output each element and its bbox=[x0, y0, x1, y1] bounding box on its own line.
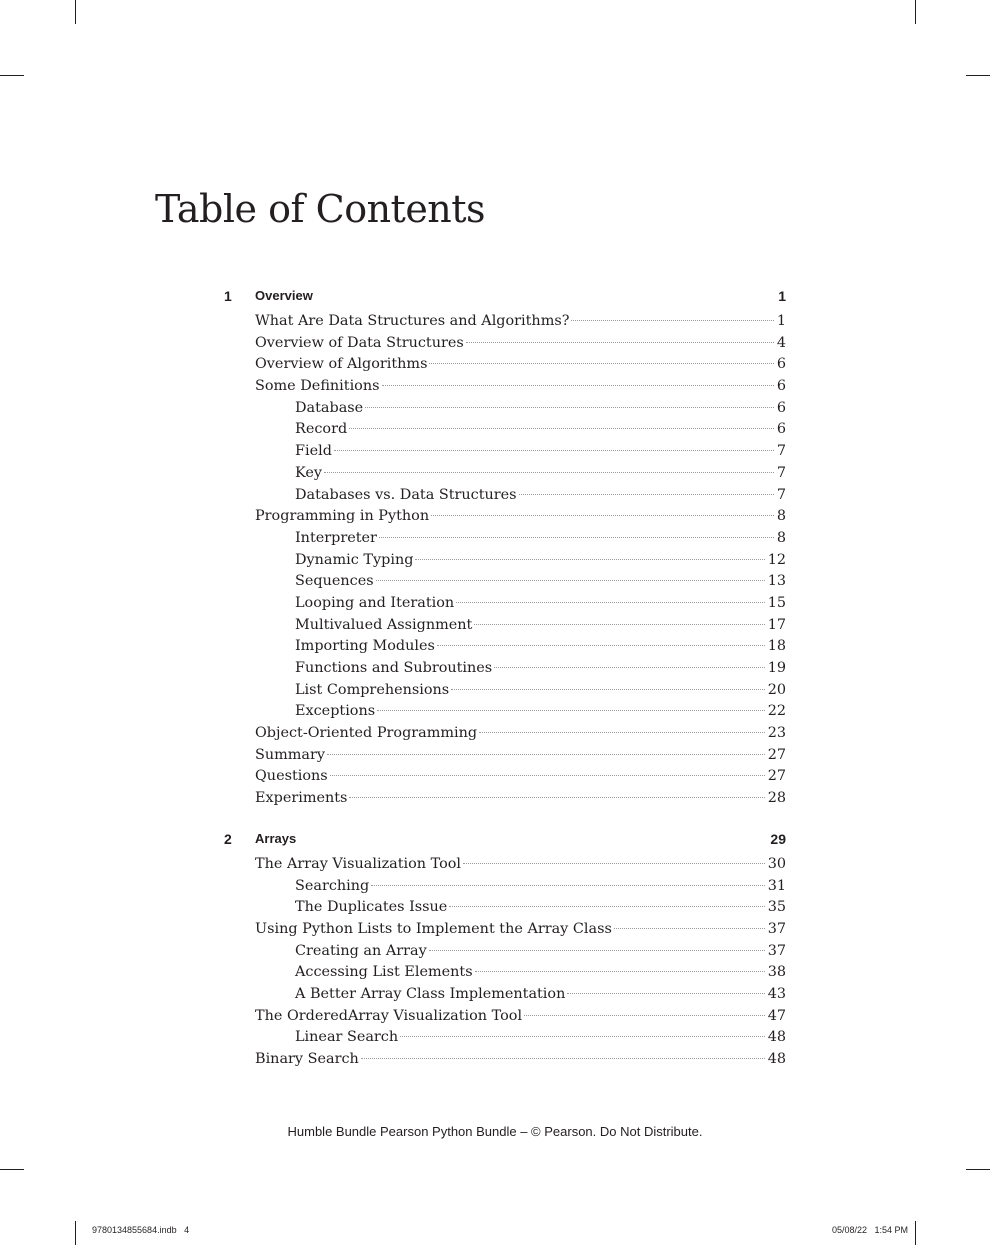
dot-leader bbox=[494, 666, 764, 668]
toc-section-entry[interactable] bbox=[224, 788, 786, 810]
entry-title: The Duplicates Issue bbox=[295, 899, 448, 916]
entry-page-number: 38 bbox=[767, 964, 786, 981]
toc-subsection-entry[interactable] bbox=[224, 636, 786, 658]
entry-page-number: 8 bbox=[776, 529, 786, 546]
toc-chapter bbox=[224, 827, 786, 1071]
entry-title: Importing Modules bbox=[295, 638, 435, 655]
dot-leader bbox=[376, 579, 765, 581]
toc-section-entry[interactable] bbox=[224, 919, 786, 941]
toc-subsection-entry[interactable] bbox=[224, 571, 786, 593]
entry-page-number: 37 bbox=[767, 920, 786, 937]
entry-page-number: 6 bbox=[776, 378, 786, 395]
toc-section-entry[interactable] bbox=[224, 854, 786, 876]
toc-subsection-entry[interactable] bbox=[224, 897, 786, 919]
entry-title: Field bbox=[295, 443, 332, 460]
entry-title: Linear Search bbox=[295, 1029, 399, 1046]
toc-subsection-entry[interactable] bbox=[224, 485, 786, 507]
entry-page-number: 30 bbox=[767, 855, 786, 872]
dot-leader bbox=[379, 536, 774, 538]
toc-subsection-entry[interactable] bbox=[224, 419, 786, 441]
toc-section-entry[interactable] bbox=[224, 376, 786, 398]
entry-title: Programming in Python bbox=[255, 508, 430, 525]
dot-leader bbox=[519, 493, 774, 495]
entry-title: Object-Oriented Programming bbox=[255, 725, 478, 742]
entry-title: Accessing List Elements bbox=[295, 964, 473, 981]
entry-page-number: 27 bbox=[767, 746, 786, 763]
toc-section-entry[interactable] bbox=[224, 1006, 786, 1028]
dot-leader bbox=[429, 362, 773, 364]
toc-section-entry[interactable] bbox=[224, 354, 786, 376]
entry-page-number: 37 bbox=[767, 942, 786, 959]
entry-page-number: 23 bbox=[767, 725, 786, 742]
entry-page-number: 22 bbox=[767, 703, 786, 720]
entry-title: Questions bbox=[255, 768, 328, 785]
entry-page-number: 15 bbox=[767, 594, 786, 611]
entry-page-number: 48 bbox=[767, 1051, 786, 1067]
entry-title: Multivalued Assignment bbox=[295, 616, 473, 633]
dot-leader bbox=[524, 1014, 765, 1016]
entry-title: Looping and Iteration bbox=[295, 594, 455, 611]
chapter-page-number: 1 bbox=[778, 288, 786, 304]
entry-page-number: 6 bbox=[776, 399, 786, 416]
dot-leader bbox=[349, 796, 764, 798]
dot-leader bbox=[463, 862, 765, 864]
dot-leader bbox=[382, 384, 774, 386]
table-of-contents bbox=[224, 284, 786, 1071]
toc-section-entry[interactable] bbox=[224, 333, 786, 355]
entry-page-number: 28 bbox=[767, 790, 786, 807]
dot-leader bbox=[614, 927, 765, 929]
entry-page-number: 17 bbox=[767, 616, 786, 633]
entry-page-number: 6 bbox=[776, 421, 786, 438]
dot-leader bbox=[415, 558, 764, 560]
toc-section-entry[interactable] bbox=[224, 311, 786, 333]
dot-leader bbox=[365, 406, 774, 408]
entry-title: Key bbox=[295, 464, 323, 481]
toc-chapter bbox=[224, 284, 786, 810]
dot-leader bbox=[361, 1057, 765, 1059]
entry-page-number: 43 bbox=[767, 985, 786, 1002]
entry-title: Sequences bbox=[295, 573, 374, 590]
toc-section-entry[interactable] bbox=[224, 506, 786, 528]
entry-page-number: 35 bbox=[767, 899, 786, 916]
dot-leader bbox=[330, 774, 765, 776]
crop-mark bbox=[75, 1221, 76, 1245]
entry-page-number: 48 bbox=[767, 1029, 786, 1046]
crop-mark bbox=[0, 75, 24, 76]
toc-subsection-entry[interactable] bbox=[224, 701, 786, 723]
entry-page-number: 27 bbox=[767, 768, 786, 785]
crop-mark bbox=[966, 75, 990, 76]
entry-title: Searching bbox=[295, 877, 370, 894]
toc-subsection-entry[interactable] bbox=[224, 398, 786, 420]
toc-subsection-entry[interactable] bbox=[224, 463, 786, 485]
toc-subsection-entry[interactable] bbox=[224, 441, 786, 463]
entry-page-number: 6 bbox=[776, 356, 786, 373]
toc-subsection-entry[interactable] bbox=[224, 680, 786, 702]
entry-page-number: 4 bbox=[776, 334, 786, 351]
entry-page-number: 8 bbox=[776, 508, 786, 525]
dot-leader bbox=[400, 1035, 765, 1037]
entry-page-number: 13 bbox=[767, 573, 786, 590]
entry-title: Databases vs. Data Structures bbox=[295, 486, 517, 503]
dot-leader bbox=[437, 644, 765, 646]
toc-subsection-entry[interactable] bbox=[224, 550, 786, 572]
dot-leader bbox=[479, 731, 765, 733]
entry-title: A Better Array Class Implementation bbox=[295, 985, 566, 1002]
chapter-page-number: 29 bbox=[770, 830, 786, 847]
entry-title: Database bbox=[295, 399, 364, 416]
entry-title: Interpreter bbox=[295, 529, 377, 546]
entry-title: Binary Search bbox=[255, 1051, 359, 1067]
toc-subsection-entry[interactable] bbox=[224, 984, 786, 1006]
dot-leader bbox=[349, 427, 774, 429]
entry-page-number: 20 bbox=[767, 681, 786, 698]
entry-title: Exceptions bbox=[295, 703, 376, 720]
entry-title: Some Definitions bbox=[255, 378, 380, 395]
slug-timestamp: 05/08/22 1:54 PM bbox=[831, 1225, 908, 1235]
entry-page-number: 7 bbox=[776, 486, 786, 503]
toc-subsection-entry[interactable] bbox=[224, 593, 786, 615]
dot-leader bbox=[567, 992, 764, 994]
entry-page-number: 47 bbox=[767, 1007, 786, 1024]
chapter-heading[interactable] bbox=[224, 284, 786, 308]
toc-subsection-entry[interactable] bbox=[224, 962, 786, 984]
entry-title: Overview of Data Structures bbox=[255, 334, 464, 351]
dot-leader bbox=[327, 753, 765, 755]
toc-subsection-entry[interactable] bbox=[224, 658, 786, 680]
chapter-title: Arrays bbox=[255, 830, 297, 846]
dot-leader bbox=[475, 970, 765, 972]
toc-entry-list bbox=[224, 854, 786, 1071]
toc-entry-list bbox=[224, 311, 786, 810]
footer-notice: Humble Bundle Pearson Python Bundle – © Pearson. Do Not Distribute. bbox=[287, 1124, 703, 1139]
entry-title: The Array Visualization Tool bbox=[255, 855, 462, 872]
chapter-number: 1 bbox=[224, 288, 232, 304]
dot-leader bbox=[324, 471, 774, 473]
entry-title: Functions and Subroutines bbox=[295, 660, 493, 676]
toc-section-entry[interactable] bbox=[224, 1049, 786, 1071]
entry-page-number: 18 bbox=[767, 638, 786, 655]
crop-mark bbox=[0, 1169, 24, 1170]
toc-subsection-entry[interactable] bbox=[224, 528, 786, 550]
entry-page-number: 19 bbox=[767, 660, 786, 676]
entry-page-number: 7 bbox=[776, 464, 786, 481]
dot-leader bbox=[474, 623, 764, 625]
dot-leader bbox=[429, 949, 765, 951]
entry-page-number: 31 bbox=[767, 877, 786, 894]
chapter-number: 2 bbox=[224, 830, 232, 847]
entry-page-number: 1 bbox=[776, 313, 786, 329]
crop-mark bbox=[966, 1169, 990, 1170]
crop-mark bbox=[75, 0, 76, 24]
chapter-heading[interactable] bbox=[224, 827, 786, 851]
crop-mark bbox=[915, 0, 916, 24]
toc-section-entry[interactable] bbox=[224, 723, 786, 745]
page-title: Table of Contents bbox=[155, 187, 486, 231]
chapter-title: Overview bbox=[255, 288, 313, 303]
dot-leader bbox=[431, 514, 774, 516]
entry-title: Record bbox=[295, 421, 348, 438]
entry-title: Dynamic Typing bbox=[295, 551, 414, 568]
slug-filename: 9780134855684.indb 4 bbox=[92, 1225, 190, 1235]
dot-leader bbox=[456, 601, 765, 603]
entry-title: Summary bbox=[255, 746, 326, 763]
entry-title: Experiments bbox=[255, 790, 348, 807]
toc-subsection-entry[interactable] bbox=[224, 941, 786, 963]
toc-section-entry[interactable] bbox=[224, 745, 786, 767]
toc-subsection-entry[interactable] bbox=[224, 876, 786, 898]
crop-mark bbox=[915, 1221, 916, 1245]
dot-leader bbox=[371, 884, 764, 886]
entry-title: Using Python Lists to Implement the Array Class bbox=[255, 920, 612, 937]
dot-leader bbox=[334, 449, 774, 451]
entry-page-number: 7 bbox=[776, 443, 786, 460]
dot-leader bbox=[466, 341, 774, 343]
entry-title: Overview of Algorithms bbox=[255, 356, 428, 373]
toc-subsection-entry[interactable] bbox=[224, 1027, 786, 1049]
dot-leader bbox=[451, 688, 765, 690]
toc-section-entry[interactable] bbox=[224, 766, 786, 788]
dot-leader bbox=[449, 905, 764, 907]
dot-leader bbox=[571, 319, 773, 321]
dot-leader bbox=[377, 709, 765, 711]
entry-title: Creating an Array bbox=[295, 942, 427, 959]
entry-title: List Comprehensions bbox=[295, 681, 450, 698]
entry-title: The OrderedArray Visualization Tool bbox=[255, 1007, 523, 1024]
toc-subsection-entry[interactable] bbox=[224, 615, 786, 637]
entry-title: What Are Data Structures and Algorithms? bbox=[255, 313, 570, 329]
entry-page-number: 12 bbox=[767, 551, 786, 568]
